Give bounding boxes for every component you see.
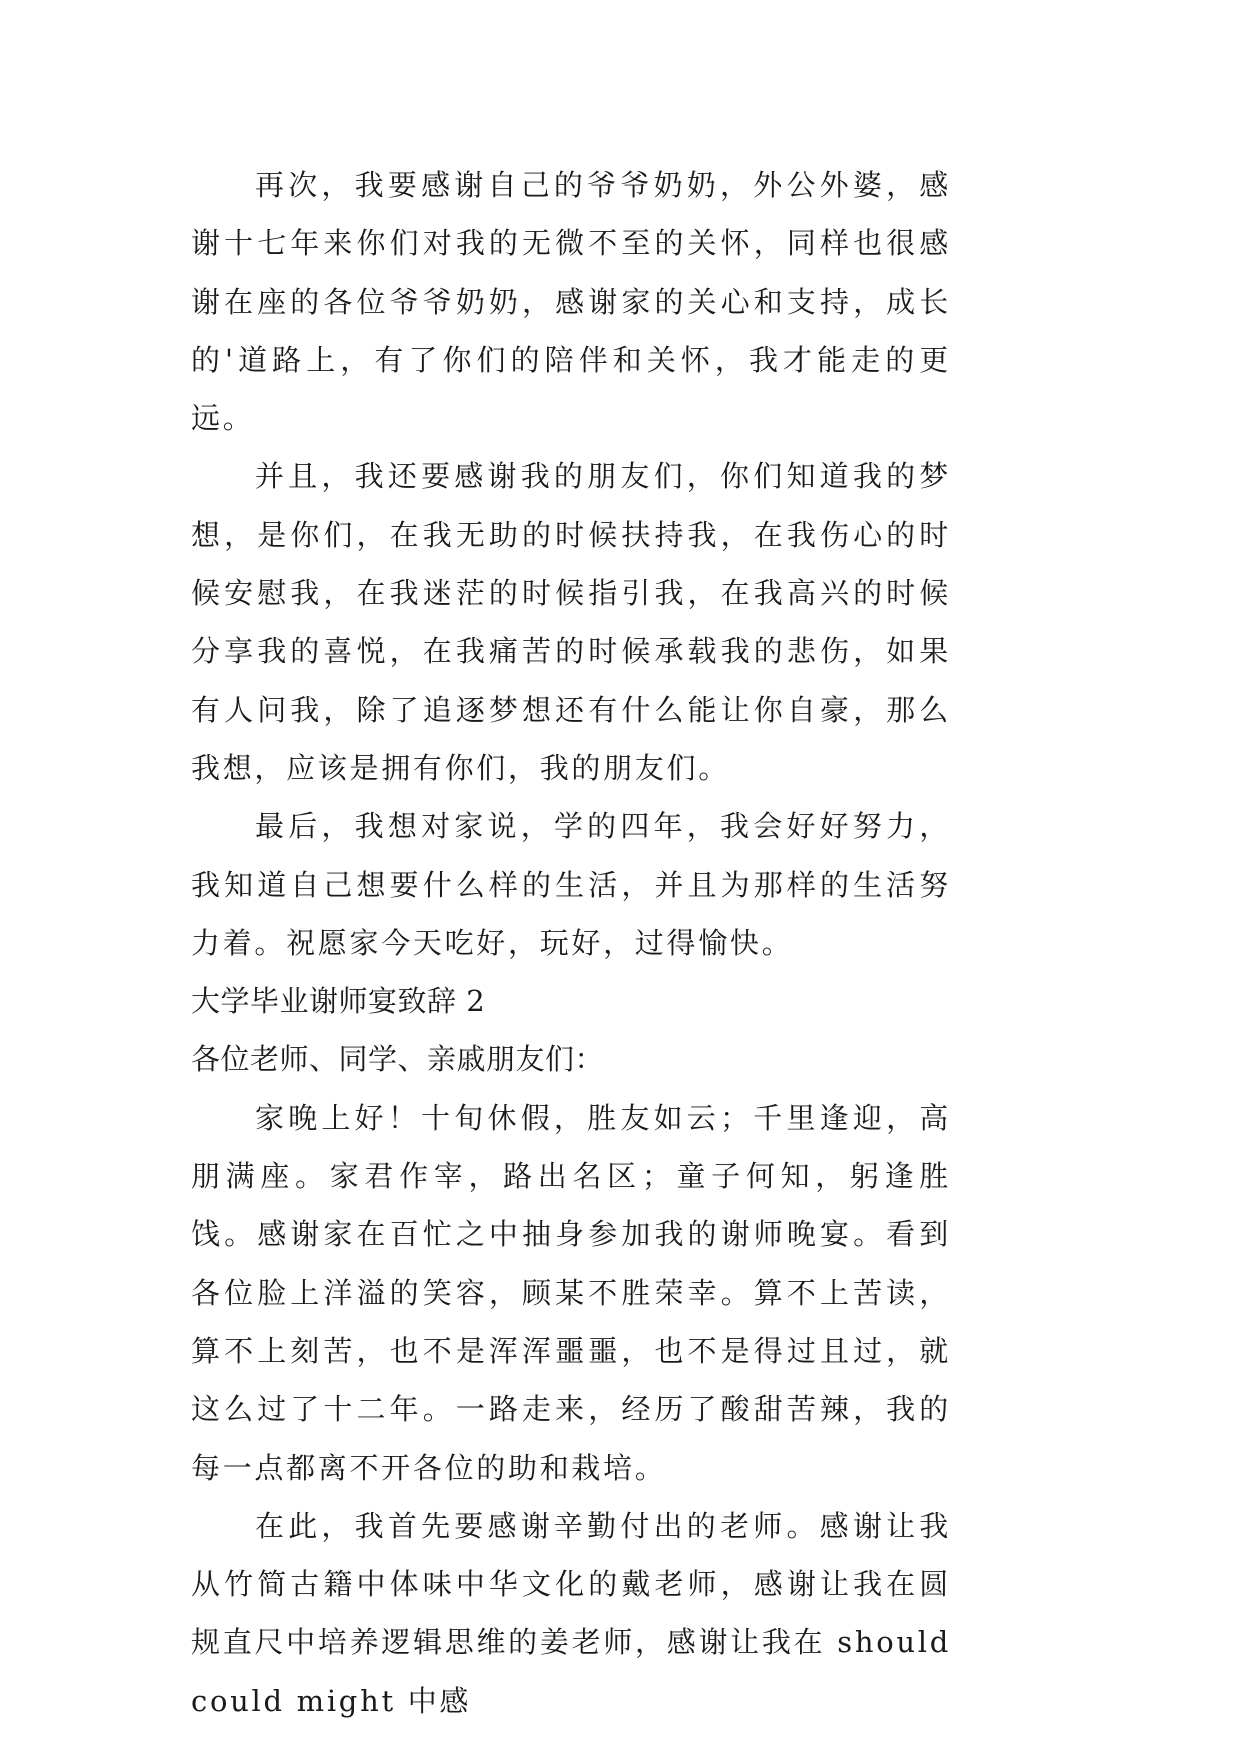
paragraph-thanks-friends: 并且，我还要感谢我的朋友们，你们知道我的梦想，是你们，在我无助的时候扶持我，在我伤心的时候安慰我，在我迷茫的时候指引我，在我高兴的时候分享我的喜悦，在我痛苦的时候承载我的悲伤，如果有人问我，除了追逐梦想还有什么能让你自豪，那么我想，应该是拥有你们，我的朋友们。: [191, 459, 951, 785]
paragraph-closing-wishes: 最后，我想对家说，学的四年，我会好好努力，我知道自己想要什么样的生活，并且为那样的生活努力着。祝愿家今天吃好，玩好，过得愉快。: [191, 809, 951, 960]
salutation: 各位老师、同学、亲戚朋友们：: [191, 1042, 605, 1077]
paragraph-thanks-teachers: 在此，我首先要感谢辛勤付出的老师。感谢让我从竹简古籍中体味中华文化的戴老师，感谢让我在圆规直尺中培养逻辑思维的姜老师，感谢让我在 should could might 中感: [191, 1508, 951, 1718]
document-body: [191, 156, 951, 1730]
paragraph-thanks-grandparents: 再次，我要感谢自己的爷爷奶奶，外公外婆，感谢十七年来你们对我的无微不至的关怀，同样也很感谢在座的各位爷爷奶奶，感谢家的关心和支持，成长的'道路上，有了你们的陪伴和关怀，我才能走的更远。: [191, 168, 951, 436]
paragraph-greeting: 家晚上好！十旬休假，胜友如云；千里逢迎，高朋满座。家君作宰，路出名区；童子何知，躬逢胜饯。感谢家在百忙之中抽身参加我的谢师晚宴。看到各位脸上洋溢的笑容，顾某不胜荣幸。算不上苦读，算不上刻苦，也不是浑浑噩噩，也不是得过且过，就这么过了十二年。一路走来，经历了酸甜苦辣，我的每一点都离不开各位的助和栽培。: [191, 1100, 951, 1485]
section-title: 大学毕业谢师宴致辞 2: [191, 984, 486, 1019]
